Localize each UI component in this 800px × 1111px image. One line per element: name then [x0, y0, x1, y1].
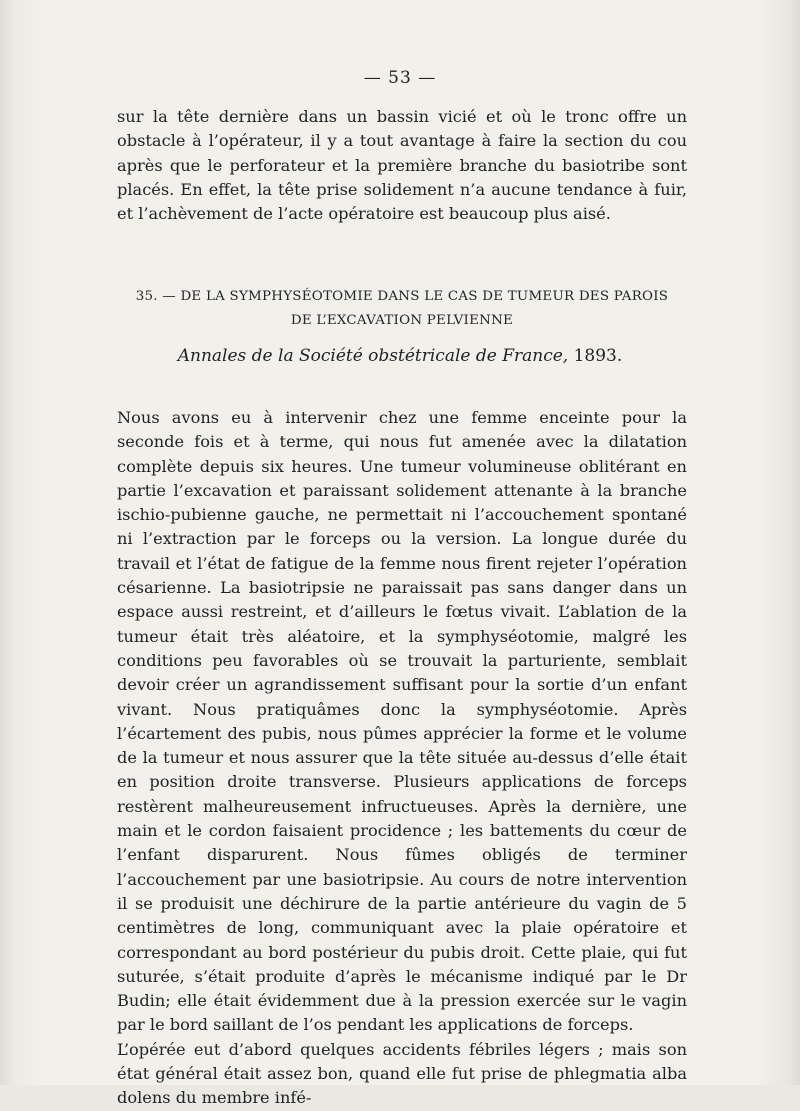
opening-paragraph-text: sur la tête dernière dans un bassin vicié et où le tronc offre un obstacle à l’opérateur, il y a tout avantage à faire la section du cou après que le perforateur et la première branche du basiotribe sont placés. En effet, la tête prise solidement n’a aucune tendance à fuir, et l’achèvement de l’acte opératoire est beaucoup plus aisé. [117, 107, 687, 224]
opening-paragraph [117, 105, 687, 226]
body-paragraph-2: L’opérée eut d’abord quelques accidents fébriles légers ; mais son état général était assez bon, quand elle fut prise de phlegmatia alba dolens du membre infé- [117, 1039, 687, 1108]
citation-year: 1893. [573, 346, 623, 366]
citation-journal: Annales de la Société obstétricale de France, [177, 346, 569, 366]
section-heading-line-2: DE L’EXCAVATION PELVIENNE [290, 313, 514, 328]
body-text [117, 406, 687, 1111]
page-number: — 53 — [363, 68, 437, 88]
body-paragraph-1: Nous avons eu à intervenir chez une femme enceinte pour la seconde fois et à terme, qui nous fut amenée avec la dilatation complète depuis six heures. Une tumeur volumineuse oblitérant en partie l’excavation et paraissant solidement attenante à la branche ischio-pubienne gauche, ne permettait ni l’accouchement spontané ni l’extraction par le forceps ou la version. La longue durée du travail et l’état de fatigue de la femme nous firent rejeter l’opération césarienne. La basiotripsie ne paraissait pas sans danger dans un espace aussi restreint, et d’ailleurs le fœtus vivait. L’ablation de la tumeur était très aléatoire, et la symphyséotomie, malgré les conditions peu favorables où se trouvait la parturiente, semblait devoir créer un agrandissement suffisant pour la sortie d’un enfant vivant. Nous pratiquâmes donc la symphyséotomie. Après l’écartement des pubis, nous pûmes apprécier la forme et le volume de la tumeur et nous assurer que la tête située au-dessus d’elle était en position droite transverse. Plusieurs applications de forceps restèrent malheureusement infructueuses. Après la dernière, une main et le cordon faisaient procidence ; les battements du cœur de l’enfant disparurent. Nous fûmes obligés de terminer l’accouchement par une basiotripsie. Au cours de notre intervention il se produisit une déchirure de la partie antérieure du vagin de 5 centimètres de long, communiquant avec la plaie opératoire et correspondant au bord postérieur du pubis droit. Cette plaie, qui fut suturée, s’était produite d’après le mécanisme indiqué par le Dr Budin; elle était évidemment due à la pression exercée sur le vagin par le bord saillant de l’os pendant les applications de forceps. [117, 408, 687, 1035]
section-heading-line-1: 35. — DE LA SYMPHYSÉOTOMIE DANS LE CAS DE TUMEUR DES PAROIS [135, 289, 669, 304]
citation [0, 346, 800, 366]
section-heading [117, 285, 687, 333]
